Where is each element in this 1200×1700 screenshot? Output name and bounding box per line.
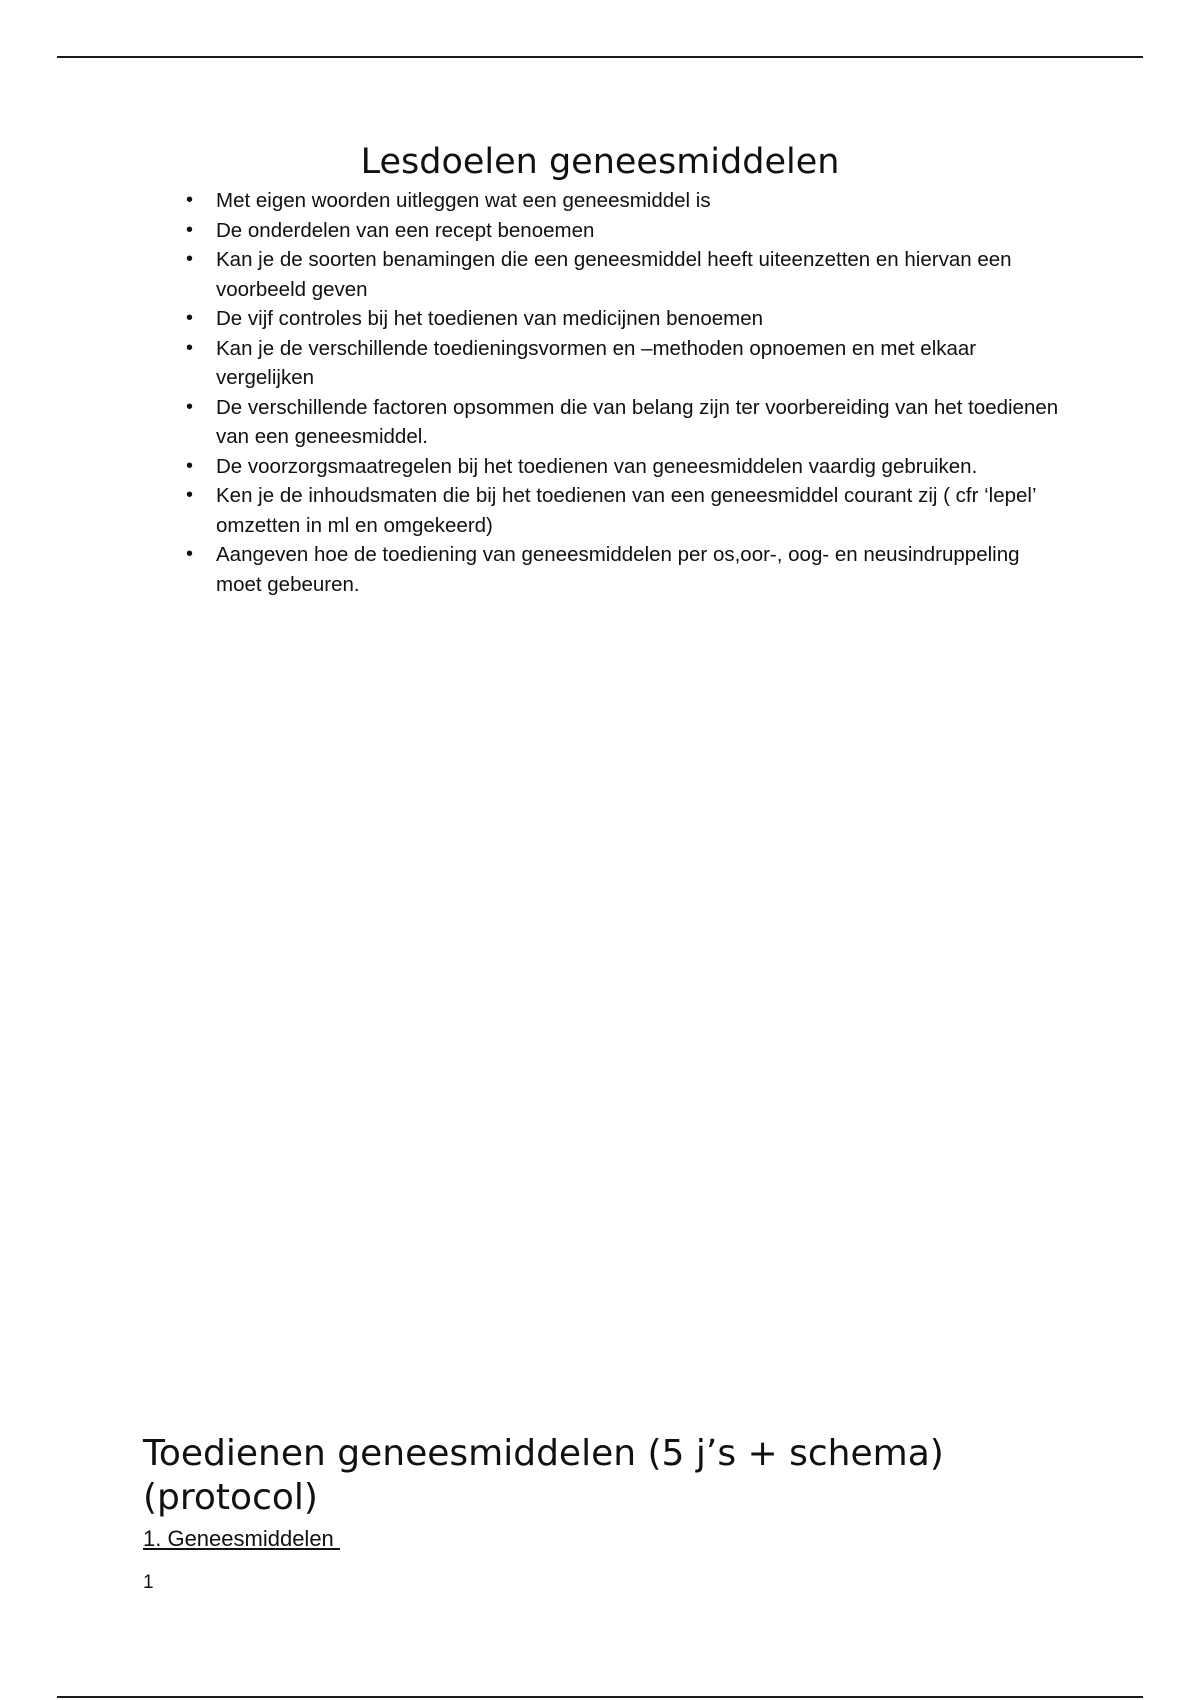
list-item xyxy=(186,481,1066,540)
list-item xyxy=(186,186,1066,216)
page-number: 1 xyxy=(143,1572,154,1593)
bullet-icon: • xyxy=(186,543,194,565)
list-item-text: De onderdelen van een recept benoemen xyxy=(216,218,595,242)
list-item-text: Aangeven hoe de toediening van geneesmiddelen per os,oor-, oog- en neusindruppeling moet gebeuren. xyxy=(216,543,1020,596)
list-item xyxy=(186,393,1066,452)
list-item xyxy=(186,540,1066,599)
bullet-icon: • xyxy=(186,189,194,211)
bullet-icon: • xyxy=(186,248,194,270)
bullet-icon: • xyxy=(186,395,194,418)
list-item-text: De voorzorgsmaatregelen bij het toedienen van geneesmiddelen vaardig gebruiken. xyxy=(216,454,978,478)
header-rule xyxy=(57,56,1143,58)
subsection-heading: 1. Geneesmiddelen xyxy=(143,1526,340,1551)
learning-goals-list xyxy=(186,186,1066,599)
bullet-icon: • xyxy=(186,484,194,506)
page-title: Lesdoelen geneesmiddelen xyxy=(360,142,840,182)
bullet-icon: • xyxy=(186,307,194,329)
bullet-icon: • xyxy=(186,218,194,241)
list-item xyxy=(186,334,1066,393)
bullet-icon: • xyxy=(186,454,194,477)
list-item-text: De vijf controles bij het toedienen van medicijnen benoemen xyxy=(216,307,764,330)
list-item xyxy=(186,304,1066,334)
list-item-text: Kan je de verschillende toedieningsvormen en –methoden opnoemen en met elkaar vergelijken xyxy=(216,336,977,389)
section-heading: Toedienen geneesmiddelen (5 j’s + schema) (protocol) xyxy=(143,1433,944,1518)
list-item xyxy=(186,452,1066,482)
list-item xyxy=(186,216,1066,246)
list-item-text: De verschillende factoren opsommen die van belang zijn ter voorbereiding van het toedienen van een geneesmiddel. xyxy=(216,395,1059,448)
footer-rule xyxy=(57,1696,1143,1698)
list-item-text: Ken je de inhoudsmaten die bij het toedienen van een geneesmiddel courant zij ( cfr ‘lepel’ omzetten in ml en omgekeerd) xyxy=(216,484,1036,537)
list-item-text: Kan je de soorten benamingen die een geneesmiddel heeft uiteenzetten en hiervan een voorbeeld geven xyxy=(216,248,1012,301)
bullet-icon: • xyxy=(186,336,194,359)
list-item xyxy=(186,245,1066,304)
list-item-text: Met eigen woorden uitleggen wat een geneesmiddel is xyxy=(216,189,711,212)
